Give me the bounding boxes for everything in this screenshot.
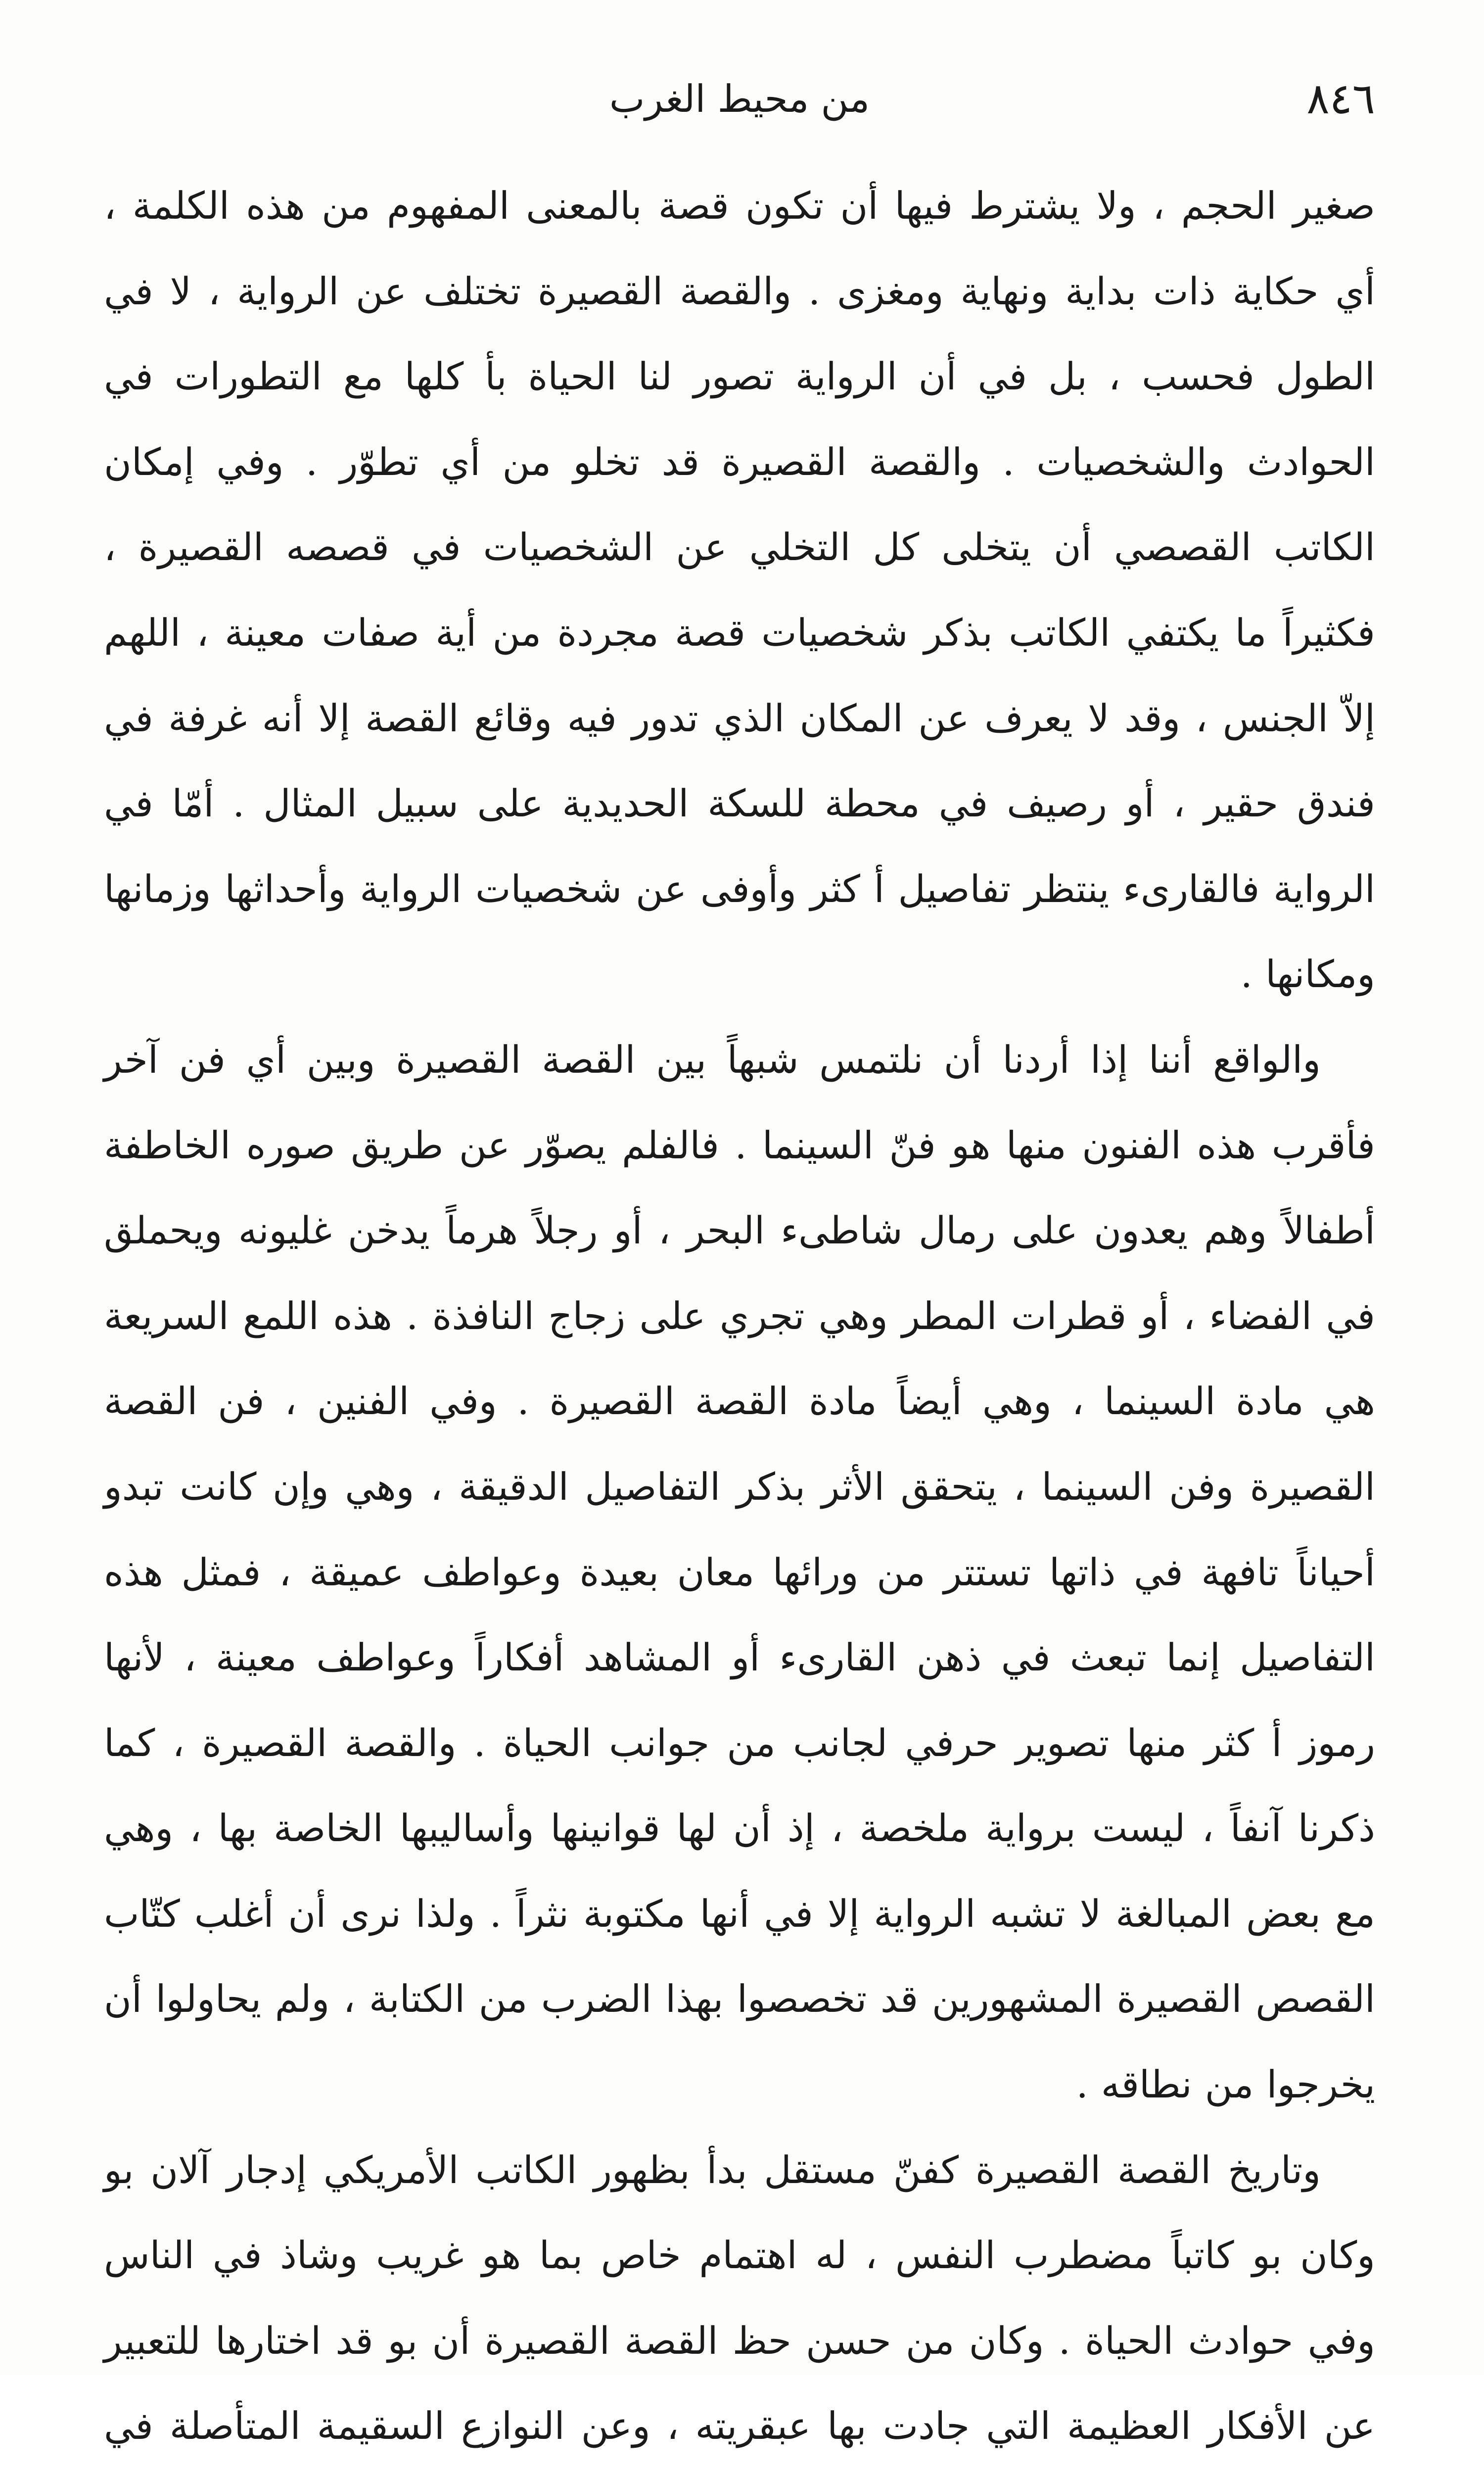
body-text	[104, 163, 1375, 2474]
running-header	[104, 69, 1375, 129]
book-title: من محيط الغرب	[609, 77, 870, 121]
page-number: ٨٤٦	[1306, 74, 1375, 124]
paragraph-1: صغير الحجم ، ولا يشترط فيها أن تكون قصة بالمعنى المفهوم من هذه الكلمة ، أي حكاية ذات بداية ونهاية ومغزى . والقصة القصيرة تختلف عن الرواية ، لا في الطول فحسب ، بل في أن الرواية تصور لنا الحياة بأ كلها مع التطورات في الحوادث والشخصيات . والقصة القصيرة قد تخلو من أي تطوّر . وفي إمكان الكاتب القصصي أن يتخلى كل التخلي عن الشخصيات في قصصه القصيرة ، فكثيراً ما يكتفي الكاتب بذكر شخصيات قصة مجردة من أية صفات معينة ، اللهم إلاّ الجنس ، وقد لا يعرف عن المكان الذي تدور فيه وقائع القصة إلا أنه غرفة في فندق حقير ، أو رصيف في محطة للسكة الحديدية على سبيل المثال . أمّا في الرواية فالقارىء ينتظر تفاصيل أ كثر وأوفى عن شخصيات الرواية وأحداثها وزمانها ومكانها .	[104, 184, 1375, 997]
paragraph-2: والواقع أننا إذا أردنا أن نلتمس شبهاً بين القصة القصيرة وبين أي فن آخر فأقرب هذه الفنون منها هو فنّ السينما . فالفلم يصوّر عن طريق صوره الخاطفة أطفالاً وهم يعدون على رمال شاطىء البحر ، أو رجلاً هرماً يدخن غليونه ويحملق في الفضاء ، أو قطرات المطر وهي تجري على زجاج النافذة . هذه اللمع السريعة هي مادة السينما ، وهي أيضاً مادة القصة القصيرة . وفي الفنين ، فن القصة القصيرة وفن السينما ، يتحقق الأثر بذكر التفاصيل الدقيقة ، وهي وإن كانت تبدو أحياناً تافهة في ذاتها تستتر من ورائها معان بعيدة وعواطف عميقة ، فمثل هذه التفاصيل إنما تبعث في ذهن القارىء أو المشاهد أفكاراً وعواطف معينة ، لأنها رموز أ كثر منها تصوير حرفي لجانب من جوانب الحياة . والقصة القصيرة ، كما ذكرنا آنفاً ، ليست برواية ملخصة ، إذ أن لها قوانينها وأساليبها الخاصة بها ، وهي مع بعض المبالغة لا تشبه الرواية إلا في أنها مكتوبة نثراً . ولذا نرى أن أغلب كتّاب القصص القصيرة المشهورين قد تخصصوا بهذا الضرب من الكتابة ، ولم يحاولوا أن يخرجوا من نطاقه .	[104, 1037, 1375, 2107]
paragraph-3: وتاريخ القصة القصيرة كفنّ مستقل بدأ بظهور الكاتب الأمريكي إدجار آلان بو وكان بو كاتباً مضطرب النفس ، له اهتمام خاص بما هو غريب وشاذ في الناس وفي حوادث الحياة . وكان من حسن حظ القصة القصيرة أن بو قد اختارها للتعبير عن الأفكار العظيمة التي جادت بها عبقريته ، وعن النوازع السقيمة المتأصلة في	[104, 2147, 1375, 2448]
